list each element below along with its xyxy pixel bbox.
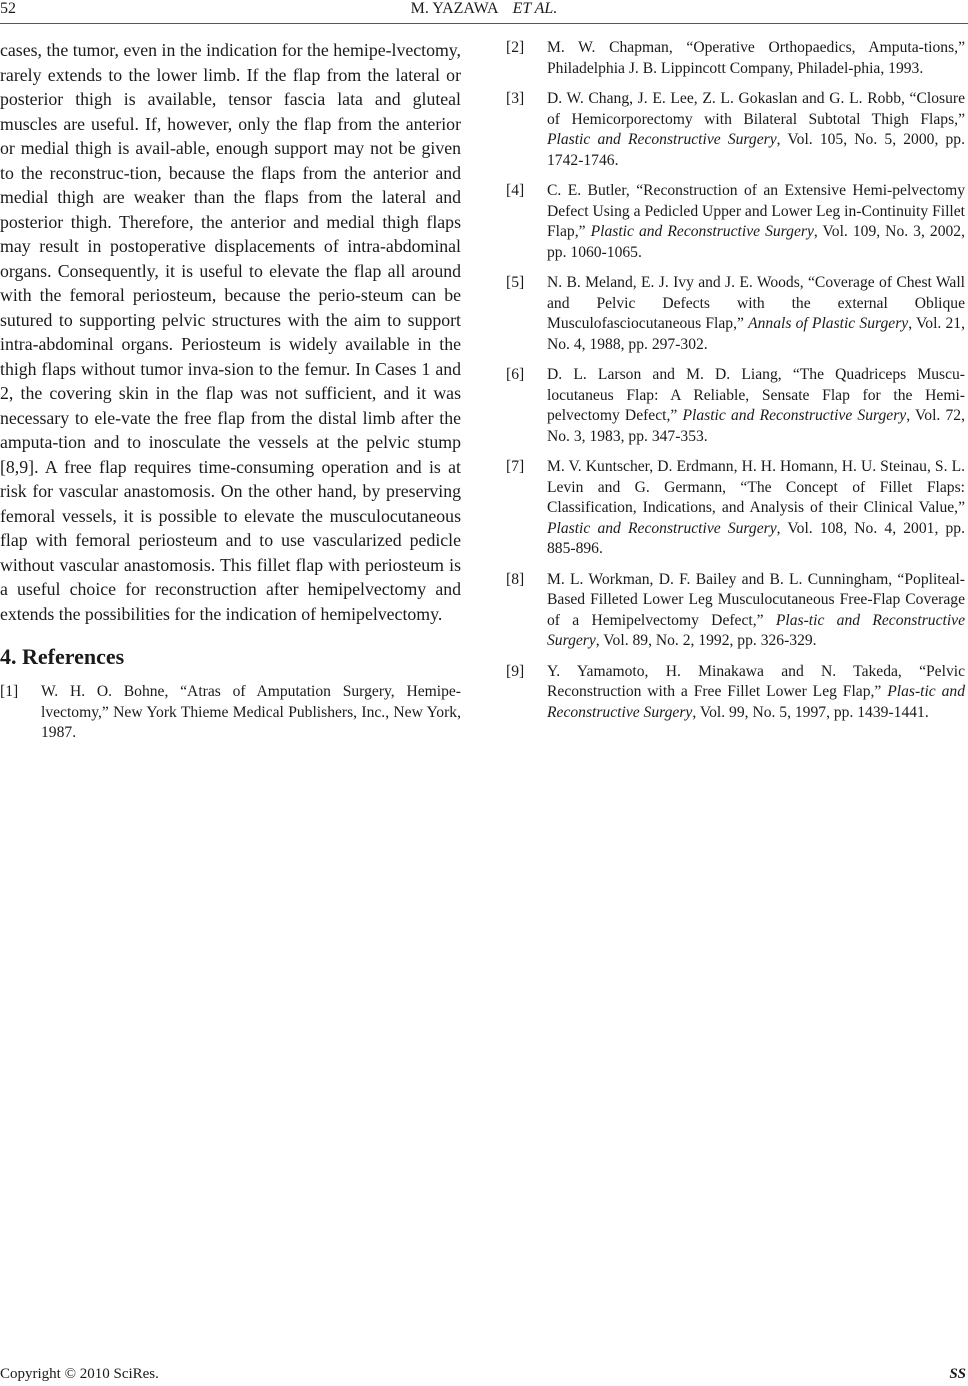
reference-details: , Vol. 99, No. 5, 1997, pp. 1439-1441. — [692, 703, 929, 721]
reference-number: [4] — [506, 182, 525, 199]
footer-journal-abbr: SS — [949, 1366, 966, 1382]
reference-journal: Plastic and Reconstructive Surgery — [590, 223, 814, 240]
reference-number: [1] — [0, 683, 19, 700]
reference-citation: C. E. Butler, “Reconstruction of an Extensive Hemi-pelvectomy Defect Using a Pedicled Upper and Lower Leg in-Continuity Fillet Flap,” — [547, 182, 965, 240]
reference-text — [547, 365, 965, 447]
reference-item — [506, 38, 965, 79]
reference-journal: Plastic and Reconstructive Surgery — [547, 131, 777, 148]
reference-list-right — [506, 38, 965, 723]
reference-text — [547, 89, 965, 171]
reference-item — [506, 273, 965, 355]
body-paragraph: cases, the tumor, even in the indication for the hemipe-lvectomy, rarely extends to the lower limb. If the flap from the lateral or posterior thigh is available, tensor fascia lata and gluteal muscles are useful. If, however, only the flap from the anterior or medial thigh is avail-able, enough support may not be given to the reconstruc-tion, because the flaps from the anterior and medial thigh are weaker than the flaps from the lateral and posterior thigh. Therefore, the anterior and medial thigh flaps may result in postoperative displacements of intra-abdominal organs. Consequently, it is useful to elevate the flap all around with the femoral periosteum, because the perio-steum can be sutured to supporting pelvic structures with the aim to support intra-abdominal organs. Periosteum is widely available in the thigh flaps without tumor inva-sion to the femur. In Cases 1 and 2, the covering skin in the flap was not sufficient, and it was necessary to ele-vate the free flap from the distal limb after the amputa-tion and to inosculate the vessels at the pelvic stump [8,9]. A free flap requires time-consuming operation and is at risk for vascular anastomosis. On the other hand, by preserving femoral vessels, it is possible to elevate the musculocutaneous flap with femoral periosteum and to use vascularized pedicle without vascular anastomosis. This fillet flap with periosteum is a useful choice for reconstruction after hemipelvectomy and extends the possibilities for the indication of hemipelvectomy. — [0, 40, 461, 624]
reference-text — [547, 38, 965, 79]
reference-number: [7] — [506, 458, 525, 475]
reference-citation: M. W. Chapman, “Operative Orthopaedics, Amputa-tions,” Philadelphia J. B. Lippincott Company, Philadel-phia, 1993. — [547, 39, 965, 77]
reference-citation: Y. Yamamoto, H. Minakawa and N. Takeda, “Pelvic Reconstruction with a Free Fillet Lower Leg Flap,” — [547, 662, 965, 700]
reference-details: , Vol. 72, No. 3, 1983, pp. 347-353. — [547, 407, 966, 445]
reference-text — [547, 570, 965, 652]
reference-citation: N. B. Meland, E. J. Ivy and J. E. Woods, “Coverage of Chest Wall and Pelvic Defects with the external Oblique Musculofasciocutaneous Flap,” — [547, 274, 965, 332]
reference-list-left — [0, 682, 461, 744]
reference-item — [0, 682, 461, 744]
reference-citation: M. L. Workman, D. F. Bailey and B. L. Cunningham, “Popliteal-Based Filleted Lower Leg Musculocutaneous Free-Flap Coverage of a Hemipelvectomy Defect,” — [547, 570, 965, 629]
reference-citation: D. W. Chang, J. E. Lee, Z. L. Gokaslan and G. L. Robb, “Closure of Hemicorporectomy with Bilateral Subtotal Thigh Flaps,” — [547, 90, 965, 128]
reference-details: , Vol. 21, No. 4, 1988, pp. 297-302. — [547, 315, 965, 353]
reference-text — [547, 457, 965, 560]
reference-journal: Plastic and Reconstructive Surgery — [682, 407, 907, 424]
reference-number: [2] — [506, 39, 525, 56]
reference-number: [3] — [506, 90, 525, 107]
running-head — [0, 0, 968, 18]
reference-journal: Plas-tic and Reconstructive Surgery — [547, 611, 965, 649]
reference-item — [506, 365, 965, 447]
left-column — [0, 38, 461, 754]
reference-details: , Vol. 105, No. 5, 2000, pp. 1742-1746. — [547, 131, 965, 169]
reference-number: [8] — [506, 570, 525, 588]
running-head-et-al: ET AL. — [512, 0, 558, 17]
reference-item — [506, 181, 965, 263]
page-number: 52 — [0, 0, 16, 17]
running-head-authors: M. YAZAWA — [410, 0, 499, 17]
reference-number: [6] — [506, 366, 525, 383]
reference-citation: D. L. Larson and M. D. Liang, “The Quadriceps Muscu-locutaneus Flap: A Reliable, Sensate Flap for the Hemi-pelvectomy Defect,” — [547, 366, 965, 424]
reference-text — [41, 682, 461, 744]
reference-text — [547, 273, 965, 355]
footer-copyright: Copyright © 2010 SciRes. — [0, 1366, 159, 1382]
reference-journal: Plas-tic and Reconstructive Surgery — [547, 683, 965, 721]
reference-citation: W. H. O. Bohne, “Atras of Amputation Surgery, Hemipe-lvectomy,” New York Thieme Medical Publishers, Inc., New York, 1987. — [41, 683, 461, 741]
reference-details: , Vol. 108, No. 4, 2001, pp. 885-896. — [547, 519, 965, 557]
reference-item — [506, 89, 965, 171]
reference-item — [506, 457, 965, 560]
section-heading-references: 4. References — [0, 644, 125, 669]
reference-number: [9] — [506, 662, 525, 680]
reference-journal: Plastic and Reconstructive Surgery — [547, 519, 777, 537]
reference-details: , Vol. 109, No. 3, 2002, pp. 1060-1065. — [547, 223, 966, 261]
reference-text — [547, 662, 965, 724]
reference-details: , Vol. 89, No. 2, 1992, pp. 326-329. — [595, 632, 817, 649]
right-column — [506, 38, 965, 733]
reference-item — [506, 662, 965, 724]
reference-item — [506, 570, 965, 652]
reference-text — [547, 181, 965, 263]
header-rule — [0, 23, 968, 24]
reference-journal: Annals of Plastic Surgery — [748, 315, 909, 332]
reference-number: [5] — [506, 274, 525, 291]
reference-citation: M. V. Kuntscher, D. Erdmann, H. H. Homann, H. U. Steinau, S. L. Levin and G. Germann, “The Concept of Fillet Flaps: Classification, Indications, and Analysis of their Clinical Value,” — [547, 458, 965, 516]
